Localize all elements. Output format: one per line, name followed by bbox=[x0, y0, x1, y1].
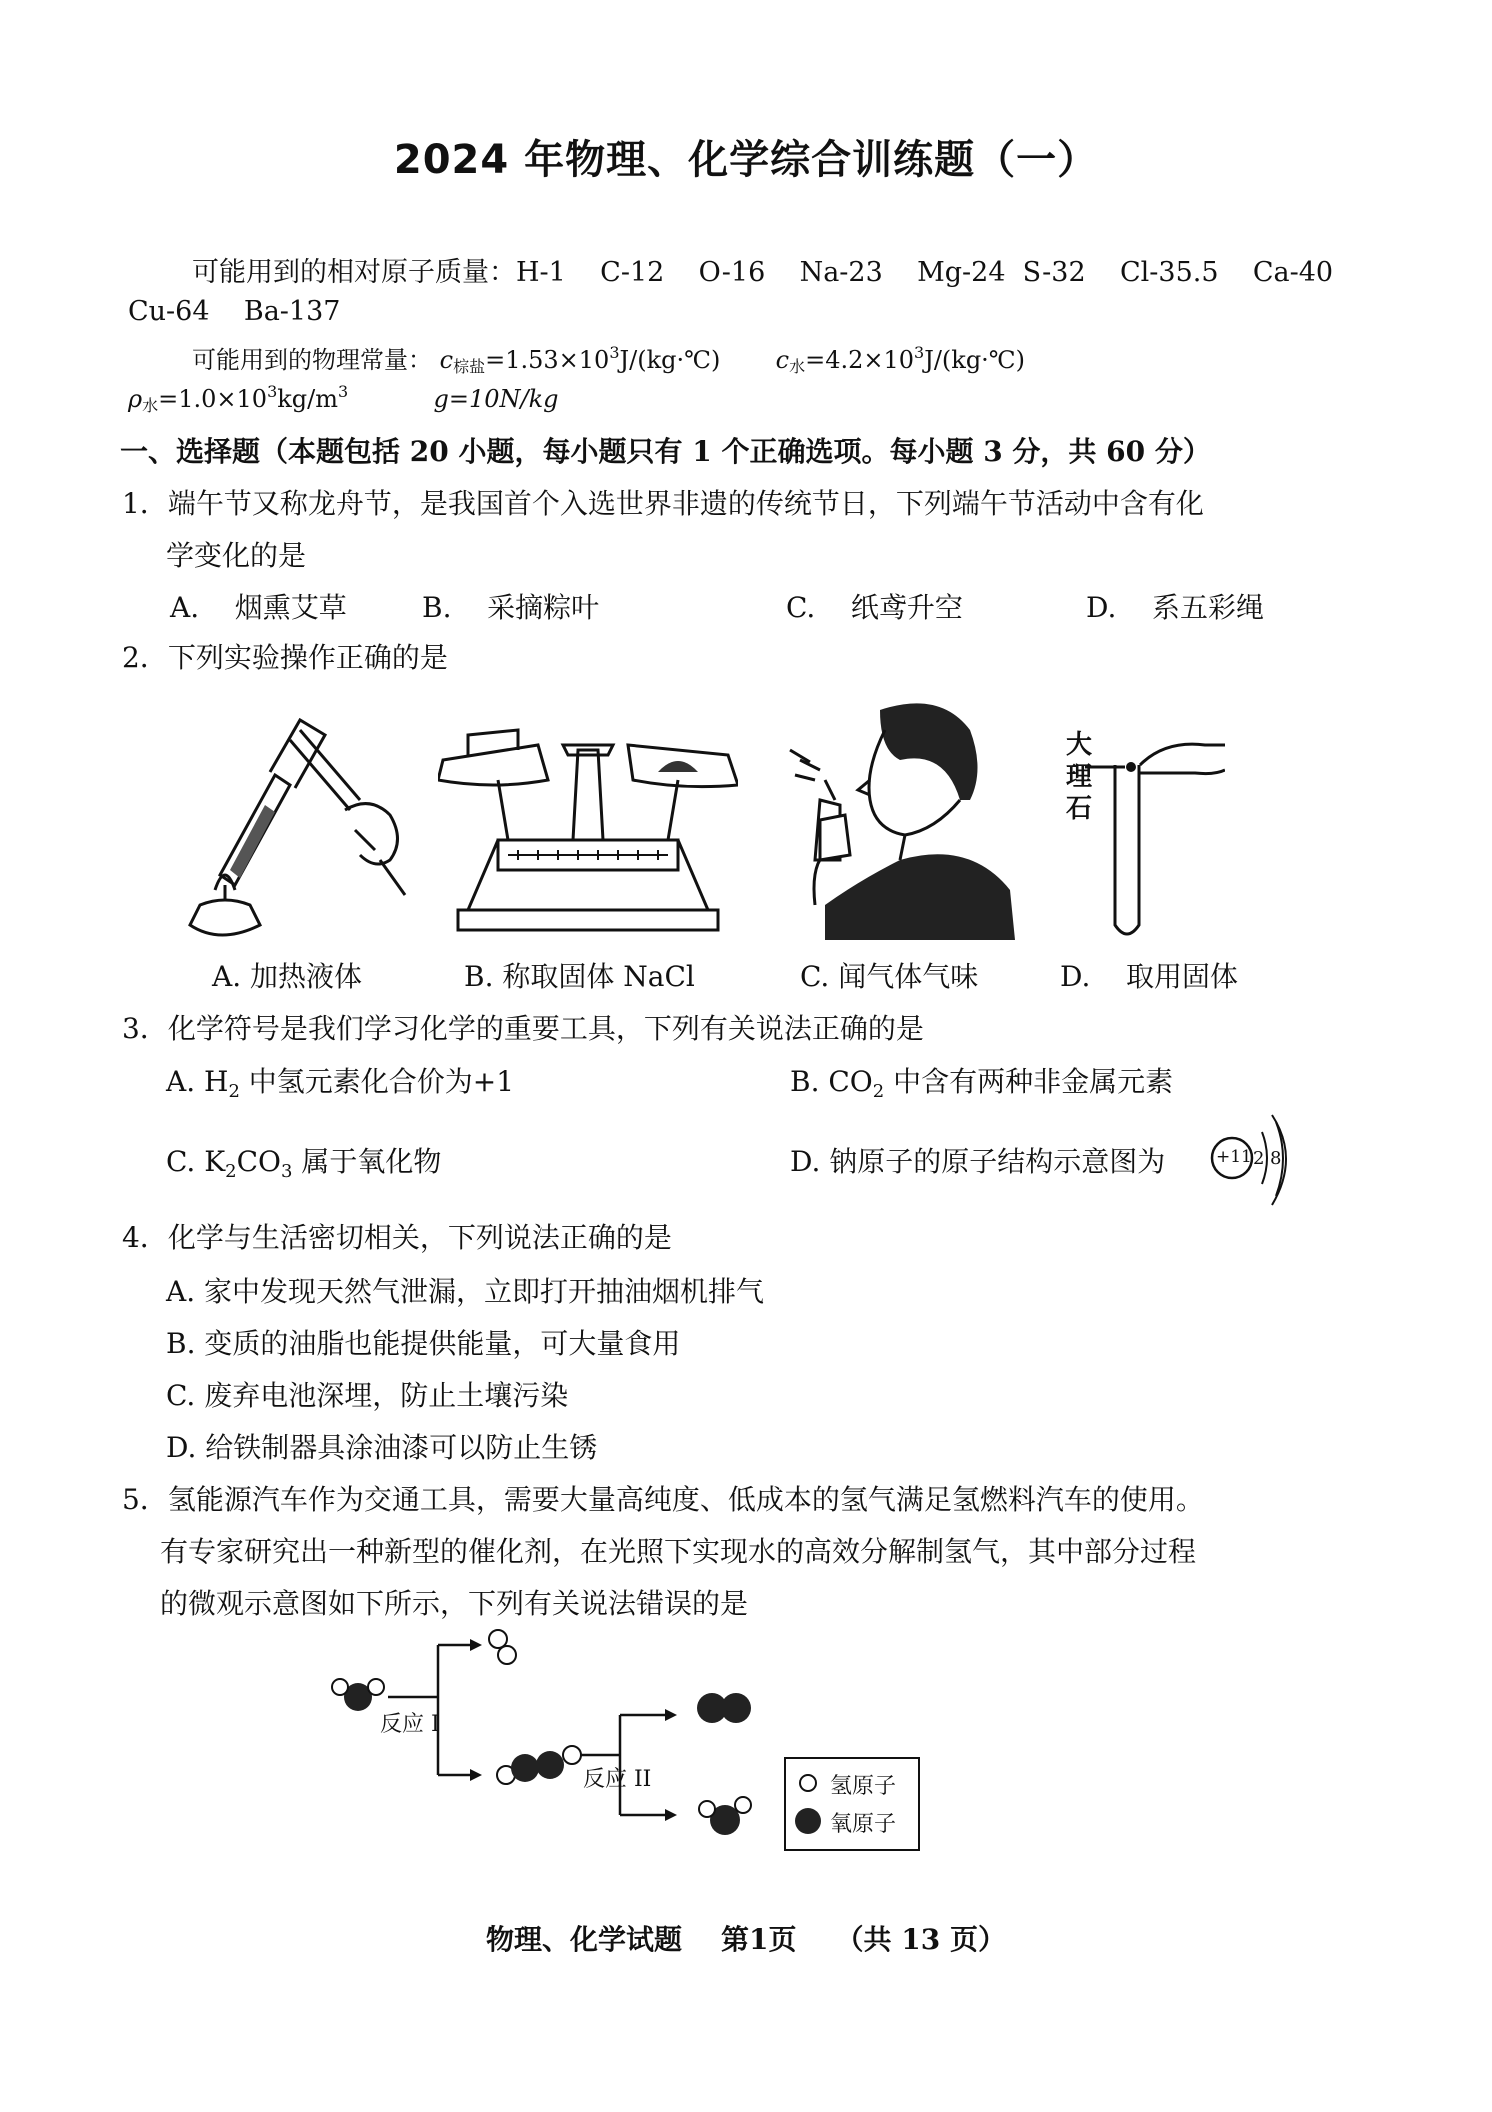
section-heading: 一、选择题（本题包括 20 小题，每小题只有 1 个正确选项。每小题 3 分，共 60 分） bbox=[120, 435, 1211, 468]
constants-label: 可能用到的物理常量： bbox=[192, 346, 432, 374]
q3-option-a: A. $H_2$ 中氢元素化合价为+1 bbox=[166, 1065, 515, 1102]
q1-option-b: B. 采摘粽叶 bbox=[422, 591, 600, 624]
q4-stem: 4．化学与生活密切相关，下列说法正确的是 bbox=[122, 1221, 672, 1254]
constants-line2 bbox=[128, 382, 559, 415]
legend-oxygen: 氧原子 bbox=[830, 1812, 897, 1837]
q5-stem-line1: 5．氢能源汽车作为交通工具，需要大量高纯度、低成本的氢气满足氢燃料汽车的使用。 bbox=[122, 1483, 1204, 1516]
q2-option-b: B. 称取固体 NaCl bbox=[464, 960, 695, 993]
reaction-1-label: 反应 I bbox=[380, 1712, 440, 1737]
q2-option-c: C. 闻气体气味 bbox=[800, 960, 979, 993]
legend-hydrogen: 氢原子 bbox=[830, 1774, 897, 1799]
reaction-2-label: 反应 II bbox=[583, 1767, 652, 1792]
q1-option-c: C. 纸鸢升空 bbox=[786, 591, 963, 624]
q5-stem-line2: 有专家研究出一种新型的催化剂，在光照下实现水的高效分解制氢气，其中部分过程 bbox=[160, 1535, 1197, 1568]
marble-label-1: 大 bbox=[1066, 730, 1093, 760]
q1-stem-line1: 1．端午节又称龙舟节，是我国首个入选世界非遗的传统节日，下列端午节活动中含有化 bbox=[122, 487, 1204, 520]
figure-smelling-gas bbox=[770, 690, 1020, 940]
constants-line bbox=[192, 340, 1025, 375]
q3-option-c: C. $K_2CO_3$ 属于氧化物 bbox=[166, 1145, 442, 1182]
q1-option-d: D. 系五彩绳 bbox=[1086, 591, 1264, 624]
figure-balance bbox=[438, 690, 738, 940]
marble-label-2: 理 bbox=[1066, 762, 1093, 792]
q2-option-a: A. 加热液体 bbox=[212, 960, 363, 993]
q3-option-b: B. $CO_2$ 中含有两种非金属元素 bbox=[790, 1065, 1174, 1102]
page-title: 2024 年物理、化学综合训练题（一） bbox=[393, 137, 1099, 183]
q4-option-a: A. 家中发现天然气泄漏，立即打开抽油烟机排气 bbox=[166, 1275, 765, 1308]
marble-label-3: 石 bbox=[1066, 794, 1093, 824]
sodium-shell-2: 8 bbox=[1270, 1148, 1282, 1169]
c-soil: c棕盐$=1.53\times 10^3J/(kg\cdot℃)$ bbox=[439, 343, 721, 376]
q1-stem-line2: 学变化的是 bbox=[166, 539, 307, 572]
figure-heating-liquid bbox=[160, 700, 410, 950]
atomic-mass-line2: Cu-64 Ba-137 bbox=[128, 296, 341, 327]
atomic-mass-values: H-1 C-12 O-16 Na-23 Mg-24 S-32 Cl-35.5 Ca-40 bbox=[516, 257, 1334, 288]
q2-option-d: D. 取用固体 bbox=[1060, 960, 1238, 993]
atomic-mass-line bbox=[192, 250, 1333, 289]
q4-option-c: C. 废弃电池深埋，防止土壤污染 bbox=[166, 1379, 569, 1412]
q1-option-a: A. 烟熏艾草 bbox=[170, 591, 347, 624]
q5-stem-line3: 的微观示意图如下所示，下列有关说法错误的是 bbox=[160, 1587, 749, 1620]
c-water: c水$=4.2\times 10^3J/(kg\cdot℃)$ bbox=[775, 343, 1026, 376]
sodium-shell-1: 2 bbox=[1253, 1148, 1265, 1169]
sodium-nucleus: +11 bbox=[1216, 1147, 1252, 1167]
rho-water: ρ水$=1.0\times 10^3kg/m^3$ bbox=[128, 382, 349, 415]
q3-option-d: D. 钠原子的原子结构示意图为 bbox=[790, 1145, 1166, 1178]
q2-stem: 2．下列实验操作正确的是 bbox=[122, 641, 448, 674]
q4-option-d: D. 给铁制器具涂油漆可以防止生锈 bbox=[166, 1431, 598, 1464]
atomic-mass-label: 可能用到的相对原子质量： bbox=[192, 257, 516, 288]
page-footer: 物理、化学试题 第1页 （共 13 页） bbox=[486, 1923, 1006, 1956]
q3-stem: 3．化学符号是我们学习化学的重要工具，下列有关说法正确的是 bbox=[122, 1012, 924, 1045]
reaction-legend bbox=[784, 1757, 920, 1851]
q4-option-b: B. 变质的油脂也能提供能量，可大量食用 bbox=[166, 1327, 681, 1360]
gravity-constant: g=10N/kg bbox=[433, 385, 559, 413]
